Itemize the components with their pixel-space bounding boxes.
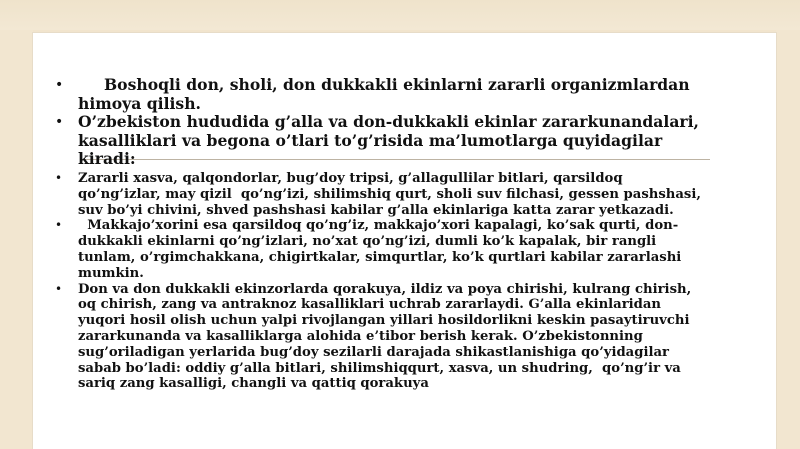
bullet-text: Don va don dukkakli ekinzorlarda qorakuya, ildiz va poya chirishi, kulrang chirish, oq chirish, zang va antraknoz kasalliklari uchrab zararlaydi. G’alla ekinlaridan yuqori hosil olish uchun yalpi rivojlangan yillari hosildorlikni keskin pasaytiruvchi zararkunanda va kasalliklarga alohida e’tibor berish kerak. O’zbekistonning sug’oriladigan yerlarida bug’doy sezilarli darajada shikastlanishiga qo’yidagilar sabab bo’ladi: oddiy g’alla bitlari, shilimshiqqurt, xasva, un shudring, qo’ng’ir va sariq zang kasalligi, changli va qattiq qorakuya (78, 281, 696, 392)
background-right-band (776, 30, 800, 449)
bullet-text: Makkajo’xorini esa qarsildoq qo’ng’iz, makkajo’xori kapalagi, ko’sak qurti, don-dukkakli ekinlarni qo’ng’izlari, no’xat qo’ng’izi, dumli ko’k kapalak, bir rangli tunlam, o’rgimchakkana, chigirtkalar, simqurtlar, ko’k qurtlari kabilar zararlashi mumkin. (78, 218, 686, 281)
bullet-text: Boshoqli don, sholi, don dukkakli ekinlarni zararli organizmlardan himoya qilish. (78, 75, 696, 113)
bullet-item-3 (55, 171, 705, 218)
bullet-item-1 (55, 76, 705, 113)
background-top-band (0, 0, 800, 30)
slide-content (55, 76, 705, 392)
bullet-marker: • (55, 77, 64, 93)
bullet-marker: • (55, 218, 63, 233)
bullet-text: O’zbekiston hududida g’alla va don-dukkakli ekinlar zararkunandalari, kasalliklari va begona o’tlari to’g’risida ma’lumotlarga quyidagilar kiradi: (78, 112, 705, 169)
background-left-band (0, 30, 33, 449)
bullet-item-4 (55, 218, 705, 281)
bullet-marker: • (55, 170, 63, 185)
bullet-text: Zararli xasva, qalqondorlar, bug’doy tripsi, g’allagullilar bitlari, qarsildoq qo’ng’izlar, may qizil qo’ng’izi, shilimshiq qurt, sholi suv filchasi, gessen pashshasi, suv bo’yi chivini, shved pashshasi kabilar g’alla ekinlariga katta zarar yetkazadi. (78, 170, 706, 218)
bullet-item-2 (55, 113, 705, 169)
bullet-marker: • (55, 114, 64, 131)
bullet-marker: • (55, 281, 63, 296)
bullet-item-5 (55, 282, 705, 393)
